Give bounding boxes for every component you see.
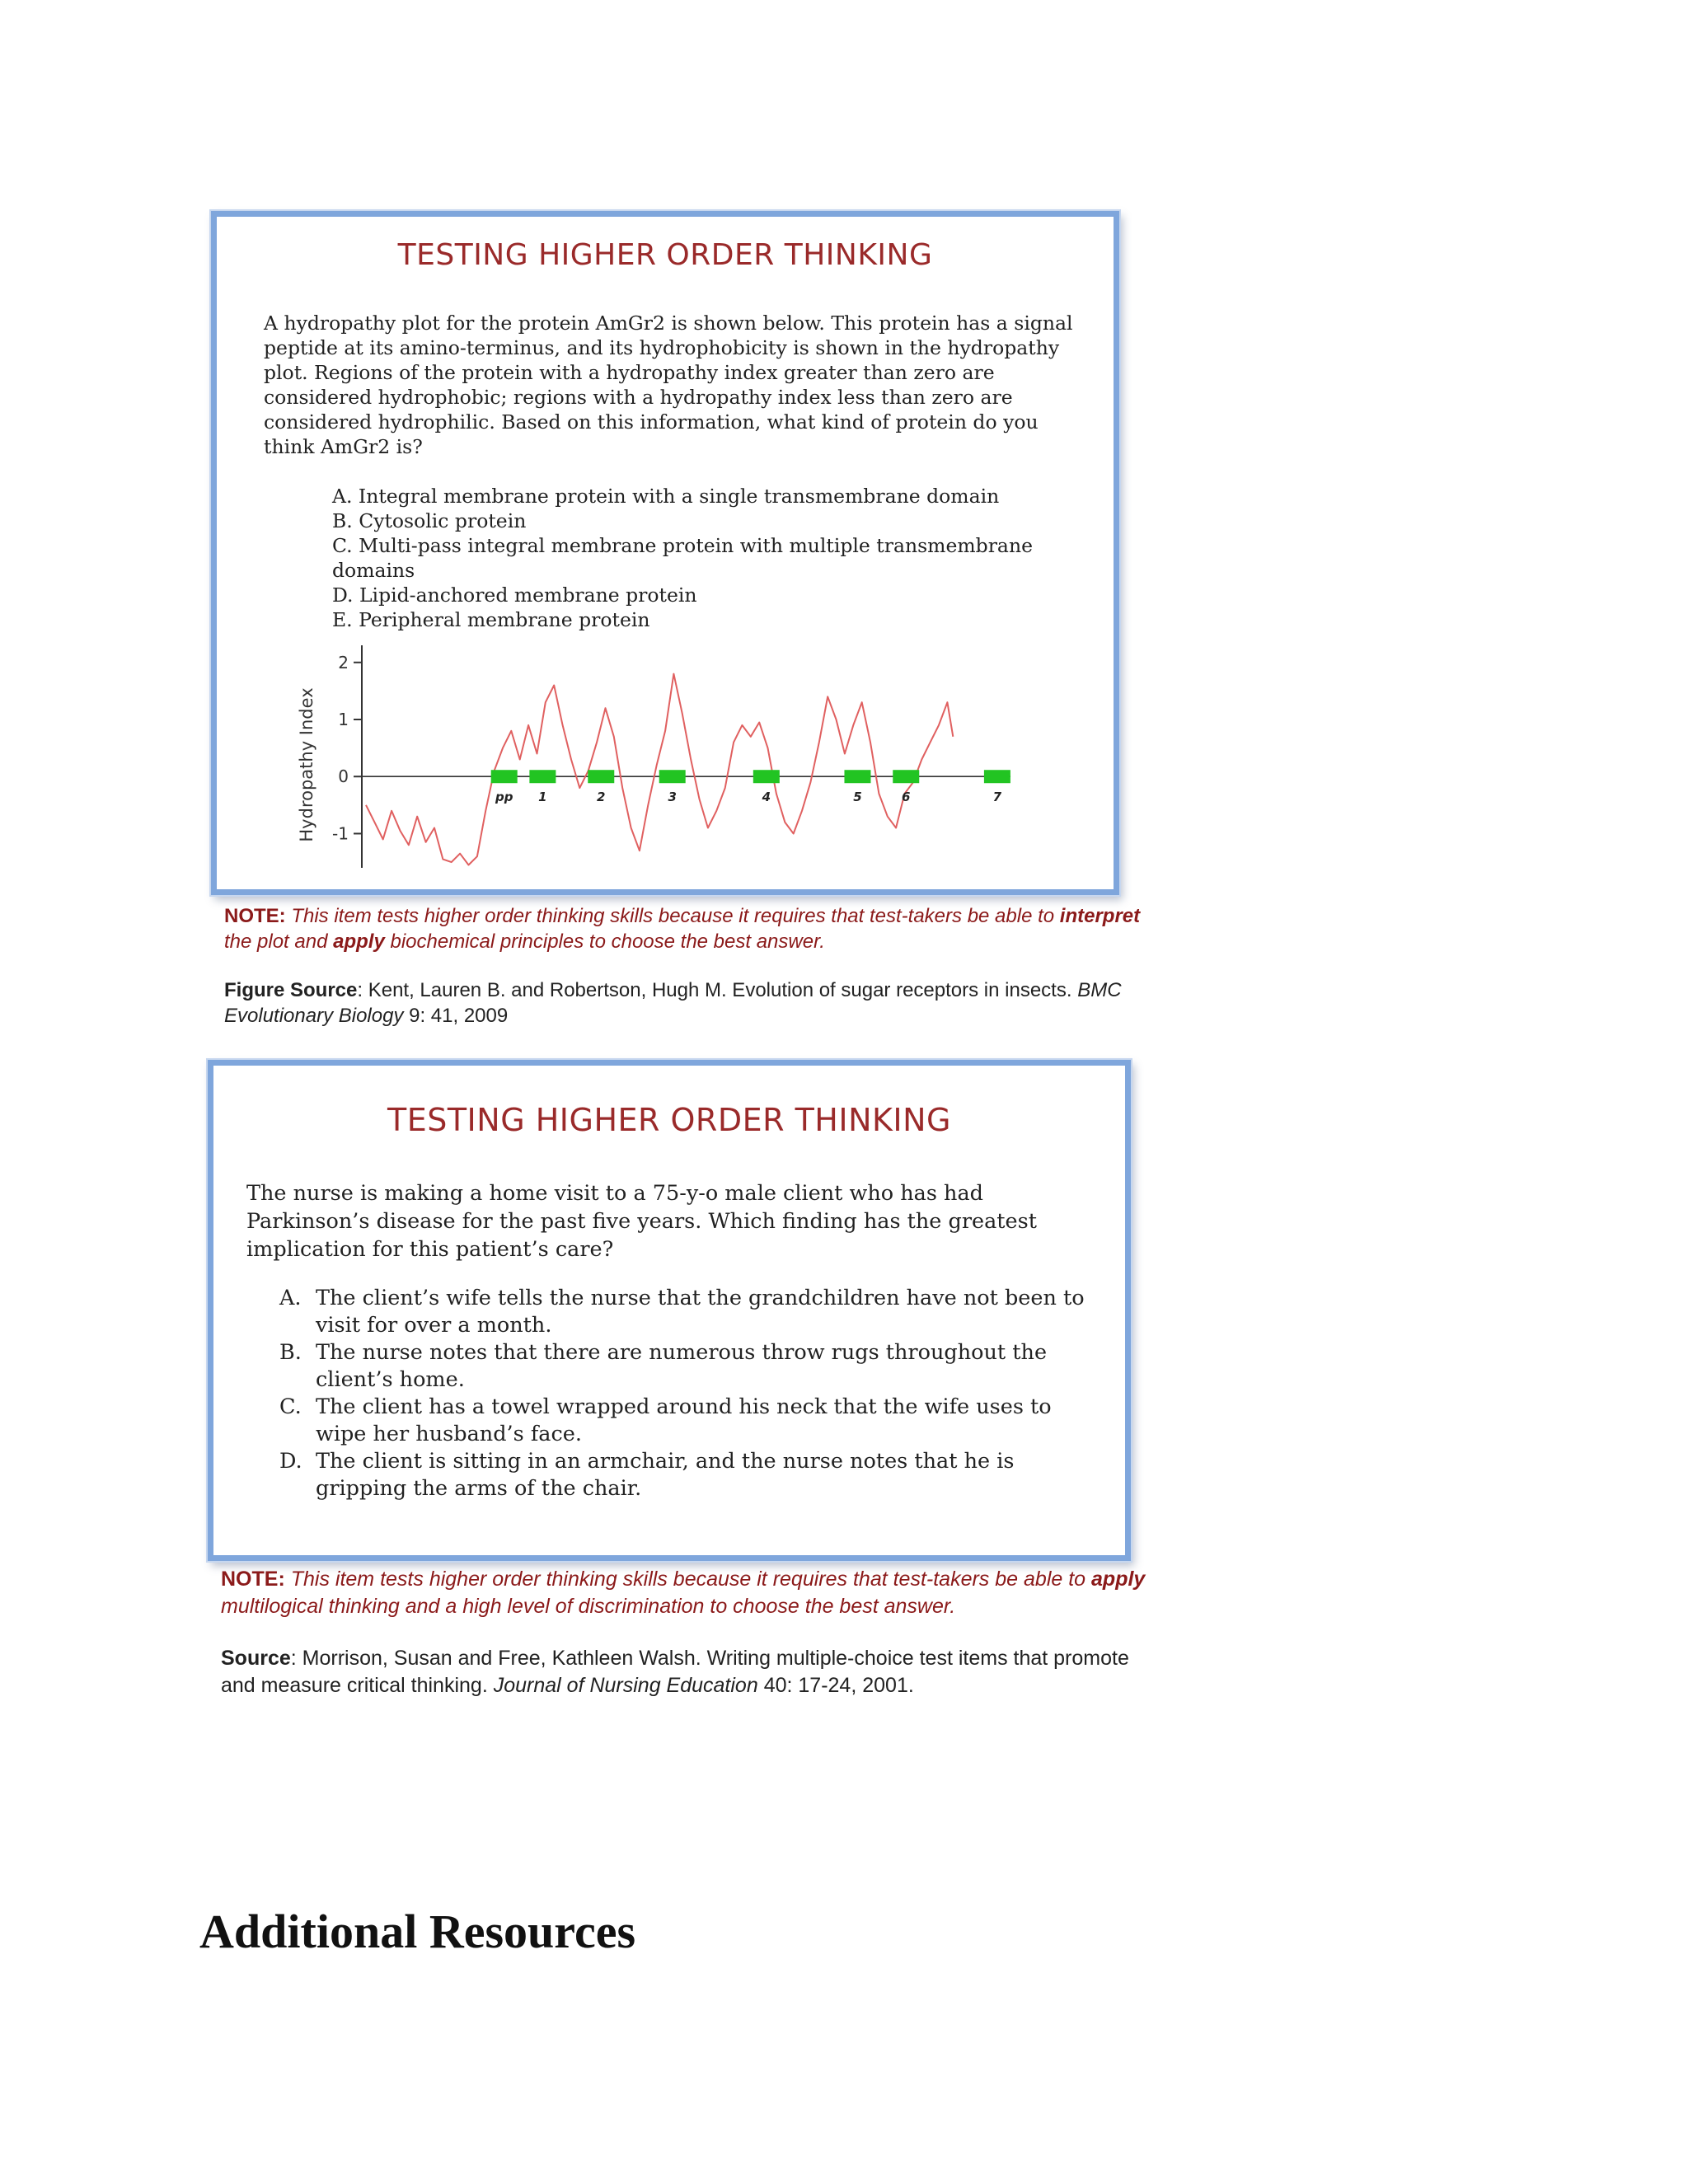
- marker-label: 4: [762, 790, 771, 805]
- answer-option-b: B. Cytosolic protein: [332, 509, 527, 532]
- note-emphasis: interpret: [1059, 905, 1141, 927]
- y-tick-label: -1: [332, 823, 349, 844]
- question-text: A hydropathy plot for the protein AmGr2 is shown below. This protein has a signal peptide at its amino-terminus, and its hydrophobicity is shown in the hydropathy plot. Regions of the protein with a hydropathy index greater than zero are considered hydrophobic; regions with a hydropathy index less than zero are considered hydrophilic. Based on this information, what kind of protein do you think AmGr2 is?: [264, 312, 1073, 458]
- panel-title: TESTING HIGHER ORDER THINKING: [397, 238, 933, 272]
- note-text: the plot and: [224, 930, 334, 953]
- marker-label: 5: [853, 790, 862, 805]
- note-1: [224, 903, 1147, 954]
- question-panel-parkinsons: [208, 1060, 1131, 1561]
- hydropathy-trace: [366, 674, 953, 865]
- marker-label: 6: [902, 790, 911, 805]
- marker-label: 1: [538, 790, 547, 805]
- note-2: [221, 1566, 1152, 1620]
- marker-label: 3: [668, 790, 677, 805]
- figure-source: [224, 977, 1147, 1029]
- hydropathy-line: [366, 674, 953, 865]
- transmembrane-marker: [588, 770, 614, 783]
- answer-option-c: [279, 1394, 1104, 1448]
- hydropathy-plot: [288, 637, 1120, 876]
- source-text: 9: 41, 2009: [403, 1005, 509, 1027]
- note-emphasis: apply: [333, 930, 385, 953]
- note-text: biochemical principles to choose the best answer.: [384, 930, 825, 953]
- answer-option-b: [279, 1339, 1104, 1394]
- y-axis: [332, 645, 1010, 868]
- marker-label: pp: [495, 790, 513, 805]
- marker-label: 7: [992, 790, 1002, 805]
- option-text: The client’s wife tells the nurse that the grandchildren have not been to visit for over a month.: [316, 1286, 1085, 1338]
- marker-label: 2: [597, 790, 606, 805]
- note-emphasis: apply: [1091, 1568, 1146, 1591]
- y-tick-label: 2: [338, 652, 349, 673]
- transmembrane-marker: [659, 770, 686, 783]
- y-tick-label: 0: [338, 766, 349, 787]
- section-heading: Additional Resources: [199, 1905, 636, 1958]
- source-text: : Morrison, Susan and Free, Kathleen Walsh. Writing multiple-choice test items that promote and measure critical thinking.: [221, 1647, 1129, 1697]
- transmembrane-marker: [984, 770, 1010, 783]
- answer-option-a: [279, 1285, 1104, 1339]
- source-text: 40: 17-24, 2001.: [757, 1674, 914, 1697]
- question-text: The nurse is making a home visit to a 75-y-o male client who has had Parkinson’s disease for the past five years. Which finding has the greatest implication for this patient’s care?: [246, 1181, 1037, 1262]
- y-axis-label: Hydropathy Index: [297, 687, 316, 842]
- option-letter: A.: [279, 1286, 302, 1310]
- note-text: multilogical thinking and a high level of discrimination to choose the best answer.: [221, 1595, 956, 1618]
- note-lead: NOTE:: [224, 905, 286, 927]
- option-text: The nurse notes that there are numerous throw rugs throughout the client’s home.: [316, 1340, 1048, 1392]
- transmembrane-marker: [529, 770, 556, 783]
- transmembrane-marker: [753, 770, 780, 783]
- transmembrane-markers: [491, 770, 1010, 804]
- answer-option-d: D. Lipid-anchored membrane protein: [332, 583, 697, 607]
- y-tick-label: 1: [338, 710, 349, 729]
- transmembrane-marker: [844, 770, 870, 783]
- option-text: The client has a towel wrapped around his neck that the wife uses to wipe her husband’s face.: [316, 1394, 1052, 1446]
- option-letter: B.: [279, 1340, 302, 1365]
- answer-option-a: A. Integral membrane protein with a single transmembrane domain: [332, 485, 1000, 508]
- source-journal: BMC Evolutionary Biology: [224, 979, 1122, 1027]
- source-lead: Source: [221, 1647, 291, 1670]
- note-lead: NOTE:: [221, 1568, 285, 1591]
- note-text: This item tests higher order thinking skills because it requires that test-takers be able to: [284, 1568, 1092, 1591]
- source-lead: Figure Source: [224, 979, 358, 1001]
- answer-option-c: C. Multi-pass integral membrane protein with multiple transmembrane domains: [332, 534, 1033, 582]
- transmembrane-marker: [491, 770, 518, 783]
- panel-title: TESTING HIGHER ORDER THINKING: [387, 1102, 951, 1138]
- source-journal: Journal of Nursing Education: [493, 1674, 758, 1697]
- note-text: This item tests higher order thinking skills because it requires that test-takers be able to: [285, 905, 1060, 927]
- transmembrane-marker: [893, 770, 919, 783]
- option-text: The client is sitting in an armchair, and the nurse notes that he is gripping the arms of the chair.: [316, 1449, 1015, 1501]
- option-letter: C.: [279, 1394, 302, 1419]
- source-citation: [221, 1645, 1152, 1699]
- answer-option-d: [279, 1448, 1104, 1502]
- answer-options: [332, 484, 1074, 632]
- answer-option-e: E. Peripheral membrane protein: [332, 608, 650, 631]
- question-panel-hydropathy: [211, 211, 1119, 895]
- answer-options: [279, 1285, 1104, 1502]
- source-text: : Kent, Lauren B. and Robertson, Hugh M. Evolution of sugar receptors in insects.: [357, 979, 1078, 1001]
- option-letter: D.: [279, 1449, 302, 1474]
